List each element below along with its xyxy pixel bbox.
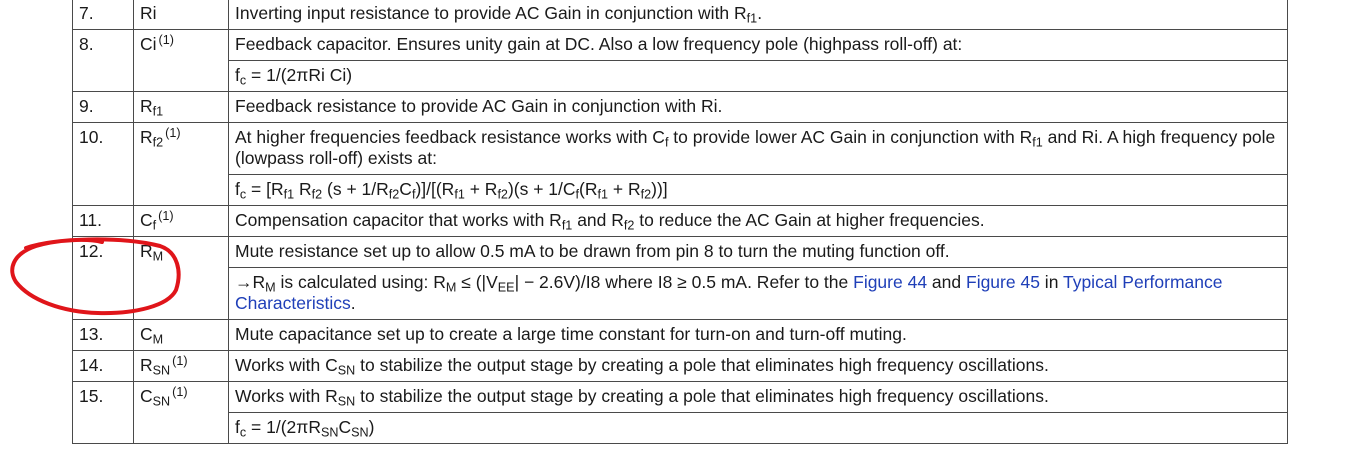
table-row bbox=[73, 30, 1288, 61]
components-table bbox=[72, 0, 1288, 444]
row-number: 10. bbox=[73, 123, 134, 206]
component-description: Mute resistance set up to allow 0.5 mA to be drawn from pin 8 to turn the muting function off. bbox=[229, 237, 1288, 268]
component-symbol: $R_{f1}$ bbox=[134, 92, 229, 123]
component-symbol: $R_{f2}^{(1)}$ bbox=[134, 123, 229, 206]
formula: $f_c = 1/(2\pi R_{SN}C_{SN})$ bbox=[229, 413, 1288, 444]
table-row bbox=[73, 320, 1288, 351]
row-number: 8. bbox=[73, 30, 134, 92]
component-symbol: Ri bbox=[134, 0, 229, 30]
formula: $f_c = 1/(2\pi Ri$ Ci) bbox=[229, 61, 1288, 92]
component-description: Works with $C_{SN}$ to stabilize the output stage by creating a pole that eliminates high frequency oscillations. bbox=[229, 351, 1288, 382]
component-symbol: Ci $^{(1)}$ bbox=[134, 30, 229, 92]
component-symbol: $C_f^{(1)}$ bbox=[134, 206, 229, 237]
component-description: Feedback capacitor. Ensures unity gain at DC. Also a low frequency pole (highpass roll-off) at: bbox=[229, 30, 1288, 61]
row-number: 11. bbox=[73, 206, 134, 237]
table-row bbox=[73, 175, 1288, 206]
typical-performance-link[interactable]: Typical Performance Characteristics bbox=[235, 272, 1223, 313]
table-row bbox=[73, 237, 1288, 268]
row-number: 13. bbox=[73, 320, 134, 351]
table-row bbox=[73, 268, 1288, 320]
footnote-ref: (1) bbox=[158, 208, 174, 223]
component-symbol: $R_M$ bbox=[134, 237, 229, 320]
footnote-ref: (1) bbox=[158, 32, 174, 47]
component-symbol: $C_{SN}^{(1)}$ bbox=[134, 382, 229, 444]
component-symbol: $C_M$ bbox=[134, 320, 229, 351]
row-number: 7. bbox=[73, 0, 134, 30]
row-number: 14. bbox=[73, 351, 134, 382]
table-row bbox=[73, 413, 1288, 444]
row-number: 15. bbox=[73, 382, 134, 444]
table-row bbox=[73, 206, 1288, 237]
row-number: 12. bbox=[73, 237, 134, 320]
footnote-ref: (1) bbox=[172, 384, 188, 399]
component-description: Inverting input resistance to provide AC Gain in conjunction with $R_{f1}$. bbox=[229, 0, 1288, 30]
footnote-ref: (1) bbox=[172, 353, 188, 368]
table-row bbox=[73, 382, 1288, 413]
table-row bbox=[73, 61, 1288, 92]
component-description: Feedback resistance to provide AC Gain in conjunction with Ri. bbox=[229, 92, 1288, 123]
calculation-note: $\to R_M$ is calculated using: $R_M \le (|V_{EE}| - 2.6V)/I8$ where I8 ≥ 0.5 mA. Refer to the Figure 44 and Figure 45 in Typical Performance Characteristics. bbox=[229, 268, 1288, 320]
component-description: At higher frequencies feedback resistance works with $C_f$ to provide lower AC Gain in conjunction with $R_{f1}$ and Ri. A high frequency pole (lowpass roll-off) exists at: bbox=[229, 123, 1288, 175]
table-row bbox=[73, 0, 1288, 30]
figure-45-link[interactable]: Figure 45 bbox=[966, 272, 1040, 292]
formula: $f_c = [R_{f1}$ $R_{f2}$ $(s + 1/R_{f2}C_f)]/[(R_{f1} + R_{f2})(s + 1/C_f(R_{f1} + R_{f2}))]$ bbox=[229, 175, 1288, 206]
component-symbol: $R_{SN}^{(1)}$ bbox=[134, 351, 229, 382]
table-row bbox=[73, 92, 1288, 123]
table-row bbox=[73, 123, 1288, 175]
footnote-ref: (1) bbox=[165, 125, 181, 140]
table-row bbox=[73, 351, 1288, 382]
row-number: 9. bbox=[73, 92, 134, 123]
component-description: Works with $R_{SN}$ to stabilize the output stage by creating a pole that eliminates high frequency oscillations. bbox=[229, 382, 1288, 413]
component-description: Mute capacitance set up to create a large time constant for turn-on and turn-off muting. bbox=[229, 320, 1288, 351]
component-description: Compensation capacitor that works with $R_{f1}$ and $R_{f2}$ to reduce the AC Gain at higher frequencies. bbox=[229, 206, 1288, 237]
figure-44-link[interactable]: Figure 44 bbox=[853, 272, 928, 292]
